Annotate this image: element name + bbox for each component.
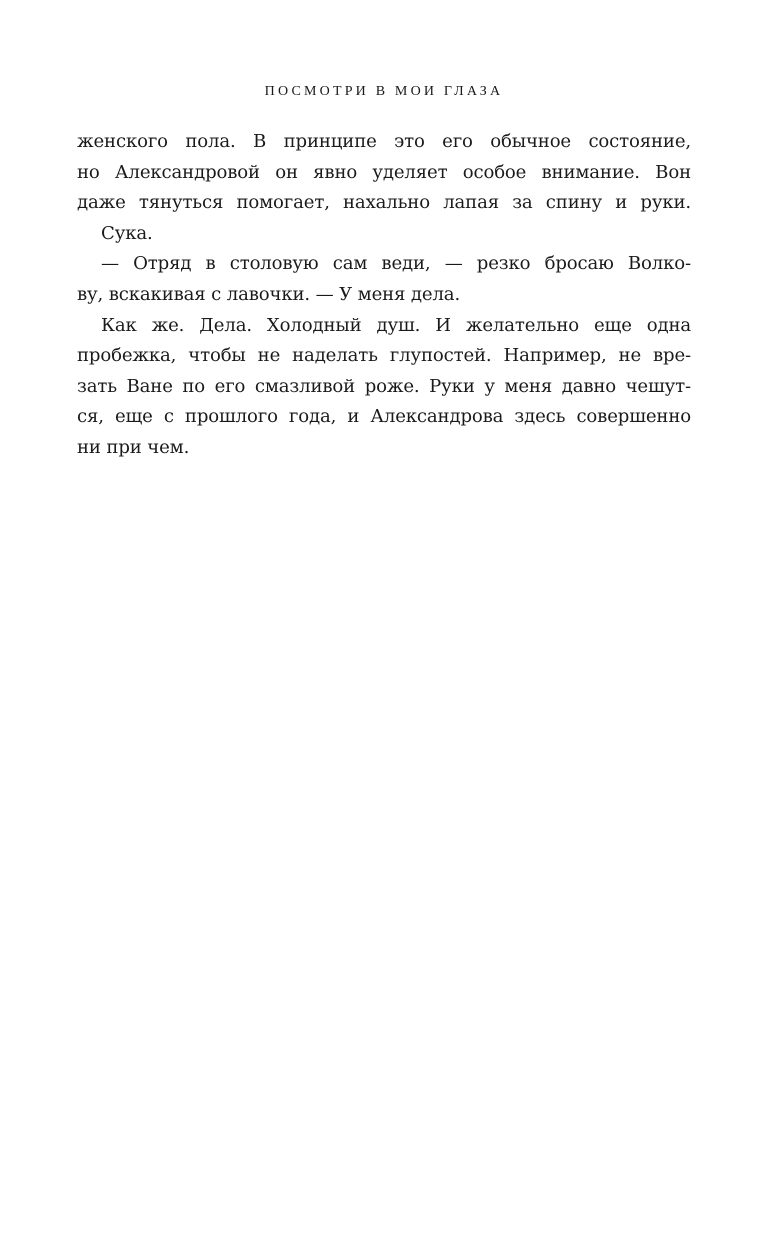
- text-line: зать Ване по его смазливой роже. Руки у меня давно чешут-: [77, 375, 691, 397]
- text-line: — Отряд в столовую сам веди, — резко бросаю Волко-: [101, 253, 691, 275]
- text-line: женского пола. В принципе это его обычное состояние,: [77, 131, 691, 152]
- text-line: ву, вскакивая с лавочки. — У меня дела.: [77, 283, 461, 305]
- text-line: Как же. Дела. Холодный душ. И желательно еще одна: [101, 314, 691, 336]
- body-text: [77, 127, 691, 464]
- text-line: Сука.: [101, 222, 153, 244]
- text-line: ся, еще с прошлого года, и Александрова здесь совершенно: [77, 406, 691, 428]
- text-line: даже тянуться помогает, нахально лапая за спину и руки.: [77, 192, 691, 214]
- running-head: ПОСМОТРИ В МОИ ГЛАЗА: [264, 84, 504, 99]
- text-line: но Александровой он явно уделяет особое внимание. Вон: [77, 161, 691, 183]
- text-line: ни при чем.: [77, 436, 190, 458]
- text-line: пробежка, чтобы не наделать глупостей. Например, не вре-: [77, 345, 691, 367]
